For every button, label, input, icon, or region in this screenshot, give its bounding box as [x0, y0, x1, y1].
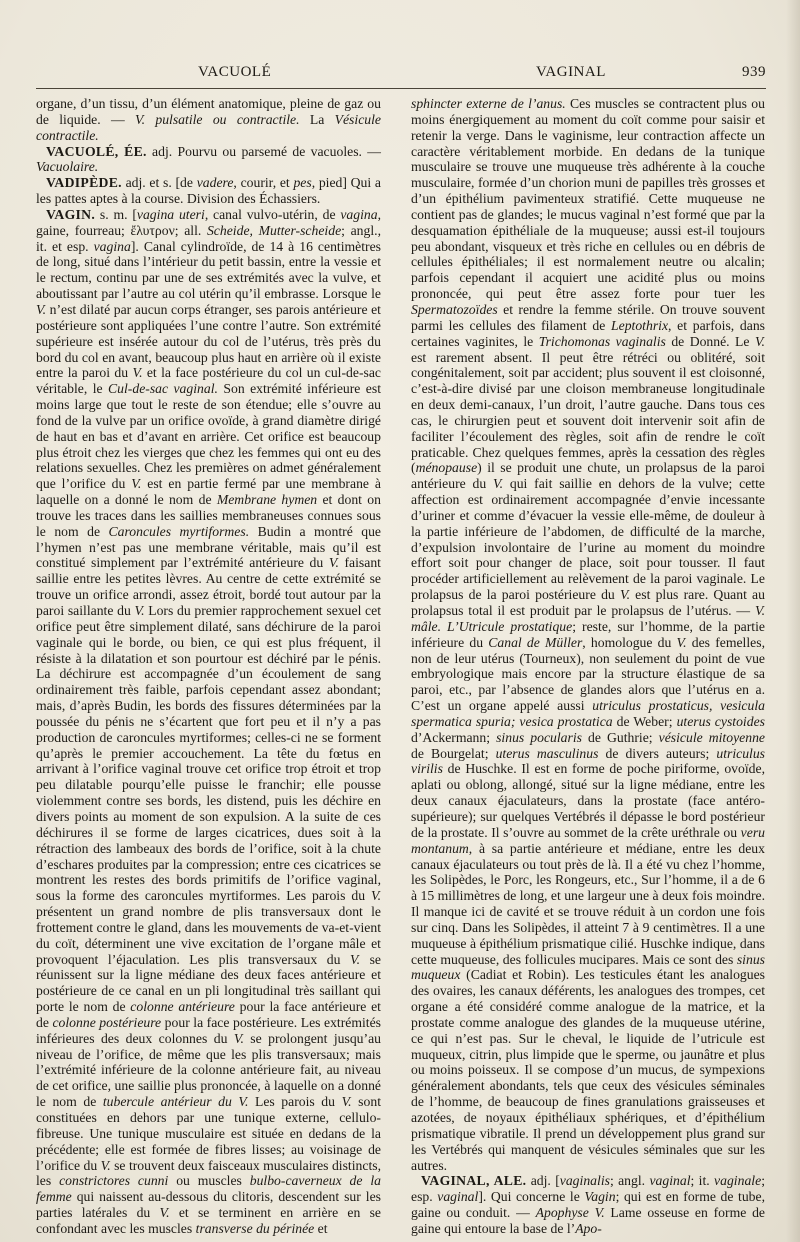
running-header [36, 64, 766, 88]
entry-vaginal: VAGINAL, ALE. adj. [vaginalis; angl. vaginal; it. vaginale; esp. vaginal]. Qui concerne le Vagin; qui est en forme de tube, gaine ou conduit. — Apophyse V. Lame osseuse en forme de gaine qui entoure la base de l’Apo- [411, 1173, 766, 1236]
headword: VAGIN. [46, 206, 96, 222]
entry-vagin-continuation: sphincter externe de l’anus. Ces muscles se contractent plus ou moins énergiquement au moment du coït comme pour saisir et retenir la verge. Dans le vaginisme, leur contraction affecte un caractère véritablement morbide. En dedans de la tunique musculaire se trouve une muqueuse très adhérente à la couche musculaire, formée d’un chorion muni de papilles très grosses et d’un épithélium pavimenteux stratifié. Cette muqueuse ne contient pas de glandes; le mucus vaginal n’est formé que par la desquamation épithéliale de la muqueuse; aussi est-il toujours peu abondant, visqueux et très riche en cellules ou en débris de cellules épithéliales; il est normalement neutre ou alcalin; parfois cependant il acquiert une acidité plus ou moins prononcée, qui peut être assez forte pour tuer les Spermatozoïdes et rendre la femme stérile. On trouve souvent parmi les cellules des filament de Leptothrix, et parfois, dans certaines vaginites, le Trichomonas vaginalis de Donné. Le V. est rarement absent. Il peut être rétréci ou oblitéré, soit congénitalement, soit par accident; plus souvent il est cloisonné, c’est-à-dire divisé par une cloison membraneuse longitudinale en deux demi-canaux, l’un droit, l’autre gauche. Dans tous ces cas, le chirurgien peut et souvent doit intervenir soit afin de faciliter l’écoulement des règles, soit afin de rendre le coït praticable. Chez quelques femmes, après la cessation des règles (ménopause) il se produit une chute, un prolapsus de la paroi antérieure du V. qui fait saillie en dehors de la vulve; cette affection est ordinairement accompagnée d’envie incessante d’uriner et comme d’évacuer la vessie elle-même, de douleur à la partie inférieure de l’abdomen, de difficulté de la marche, d’expulsion involontaire de l’urine au moment du moindre effort soit pour changer de place, soit pour tousser. Il faut procéder artificiellement au relèvement de la paroi vaginale. Le prolapsus de la paroi postérieure du V. est plus rare. Quant au prolapsus total il est produit par le prolapsus de l’utérus. — V. mâle. L’Utricule prostatique; reste, sur l’homme, de la partie inférieure du Canal de Müller, homologue du V. des femelles, non de leur utérus (Tourneux), non seulement du point de vue embryologique mais encore par la structure élastique de sa paroi, etc., par l’absence de glandes alors que l’utérus en a. C’est un organe appelé aussi utriculus prostaticus, vesicula spermatica spuria; vesica prostatica de Weber; uterus cystoides d’Ackermann; sinus pocularis de Guthrie; vésicule mitoyenne de Bourgelat; uterus masculinus de divers auteurs; utriculus virilis de Huschke. Il est en forme de poche piriforme, ovoïde, aplati ou oblong, allongé, situé sur la ligne médiane, entre les deux canaux éjaculateurs, dans la prostate (face antéro-supérieure); sur quelques Vertébrés il dépasse le bord postérieur de la prostate. Il s’ouvre au sommet de la crête uréthrale ou veru montanum, à sa partie antérieure et médiane, entre les deux canaux éjaculateurs ou tout près de là. Il a été vu chez l’homme, les Solipèdes, le Porc, les Rongeurs, etc., Sur l’homme, il a de 6 à 15 millimètres de long, et une largeur une à deux fois moindre. Il manque ici de cavité et se trouve réduit à un cordon une fois sur cinq. Dans les Solipèdes, il atteint 7 à 9 centimètres. Il a une muqueuse à épithélium prismatique cilié. Huschke indique, dans cette muqueuse, des follicules mucipares. Mais ce sont des sinus muqueux (Cadiat et Robin). Les testicules étant les analogues des ovaires, les canaux déférents, les analogues des trompes, cet organe a été considéré comme analogue de la matrice, et la prostate comme analogue des glandes de la muqueuse utérine, ce qui n’est pas. Sur le cheval, le liquide de l’utricule est muqueux, citrin, plus limpide que le sperme, ou jaunâtre et plus ou moins poisseux. Il se compose d’un mucus, de sympexions généralement abondants, tels que ceux des vésicules séminales de l’homme, de beaucoup de fines granulations graisseuses et azotées, de noyaux épithéliaux sphériques, et d’épithélium prismatique vibratile. Il prend un développement plus grand sur les Vertébrés qui manquent de vésicules séminales que sur les autres. [411, 96, 766, 1173]
entry-vagin: VAGIN. s. m. [vagina uteri, canal vulvo-utérin, de vagina, gaine, fourreau; ἔλυτρον; all. Scheide, Mutter-scheide; angl., it. et esp. vagina]. Canal cylindroïde, de 14 à 16 centimètres de long, situé dans l’intérieur du petit bassin, entre la vessie et le rectum, continu par une de ses extrémités avec la vulve, et aboutissant par l’autre au col utérin qu’il embrasse. Lorsque le V. n’est dilaté par aucun corps étranger, ses parois antérieure et postérieure sont appliquées l’une contre l’autre. Son extrémité supérieure est insérée autour du col de l’utérus, très près du bord du col en avant, beaucoup plus haut en arrière où il existe entre la paroi du V. et la face postérieure du col un cul-de-sac véritable, le Cul-de-sac vaginal. Son extrémité inférieure est moins large que tout le reste de son étendue; elle s’ouvre au fond de la vulve par un orifice ovoïde, à grand diamètre dirigé de haut en bas et d’avant en arrière. Cet orifice est beaucoup plus étroit chez les vierges que chez les femmes qui ont eu des relations sexuelles. Chez les premières on admet généralement que l’orifice du V. est en partie fermé par une membrane à laquelle on a donné le nom de Membrane hymen et dont on trouve les traces dans les saillies membraneuses connues sous le nom de Caroncules myrtiformes. Budin a montré que l’hymen n’est pas une membrane véritable, mais qu’il est constitué simplement par l’extrémité antérieure du V. faisant saillie entre les petites lèvres. Au centre de cette extrémité se trouve un orifice arrondi, assez étroit, bordé tout autour par la paroi saillante du V. Lors du premier rapprochement sexuel cet orifice peut être simplement dilaté, sans déchirure de la paroi vaginale qui le borde, ou bien, ce qui est plus fréquent, il résiste à la dilatation et son pourtour est déchiré par le pénis. La déchirure est accompagnée d’un écoulement de sang ordinairement très faible, parfois cependant assez abondant; mais, d’après Budin, les bords des fissures déterminées par la poussée du pénis ne s’écartent que fort peu et il n’y a pas production de caroncules myrtiformes; celles-ci ne se forment qu’après le premier accouchement. La tête du fœtus en arrivant à l’orifice vaginal trouve cet orifice trop étroit et trop peu dilatable pourqu’elle puisse le franchir; elle pousse violemment contre ses bords, les distend, puis les déchire en divers points au moment de son expulsion. A la suite de ces déchirures il se forme de larges cicatrices, dues soit à la rétraction des lambeaux des bords de l’orifice, soit à la chute d’eschares produites par la compression; entre ces cicatrices se montrent les restes des bords primitifs de l’orifice vaginal, sous la forme des caroncules myrtiformes. Les parois du V. présentent un grand nombre de plis transversaux dont le frottement contre le gland, dans les mouvements de va-et-vient du coït, déterminent une vive excitation de l’organe mâle et provoquent l’éjaculation. Les plis transversaux du V. se réunissent sur la ligne médiane des deux faces antérieure et postérieure de ce canal en un pli longitudinal très saillant qui porte le nom de colonne antérieure pour la face antérieure et de colonne postérieure pour la face postérieure. Les extrémités inférieures des deux colonnes du V. se prolongent jusqu’au niveau de l’orifice, de même que les plis transversaux; mais l’extrémité inférieure de la colonne antérieure fait, au niveau de cet orifice, une saillie plus prononcée, à laquelle on a donné le nom de tubercule antérieur du V. Les parois du V. sont constituées en dehors par une tunique externe, cellulo-fibreuse. Une tunique musculaire est située en dedans de la précédente; elle est formée de fibres lisses; au voisinage de l’orifice du V. se trouvent deux faisceaux musculaires distincts, les constrictores cunni ou muscles bulbo-caverneux de la femme qui naissent au-dessous du clitoris, descendent sur les parties latérales du V. et se terminent en arrière en se confondant avec les muscles transverse du périnée et [36, 206, 382, 1236]
entry-vadipede: VADIPÈDE. adj. et s. [de vadere, courir, et pes, pied] Qui a les pattes aptes à la course. Division des Échassiers. [36, 175, 381, 207]
headword: VADIPÈDE. [46, 175, 122, 191]
entry-vacuole-continuation: organe, d’un tissu, d’un élément anatomique, pleine de gaz ou de liquide. — V. pulsatile ou contractile. La Vésicule contractile. [36, 96, 381, 143]
page-edge-shadow [786, 0, 800, 1242]
header-left-guide-word: VACUOLÉ [198, 64, 272, 80]
headword: VACUOLÉ, ÉE. [46, 143, 147, 159]
right-column [411, 96, 766, 1236]
page-number: 939 [742, 64, 766, 80]
header-rule [36, 88, 766, 89]
left-column [36, 96, 382, 1236]
headword: VAGINAL, ALE. [421, 1173, 527, 1189]
header-right-guide-word: VAGINAL [536, 64, 606, 80]
entry-vacuole: VACUOLÉ, ÉE. adj. Pourvu ou parsemé de vacuoles. — Vacuolaire. [36, 143, 381, 175]
